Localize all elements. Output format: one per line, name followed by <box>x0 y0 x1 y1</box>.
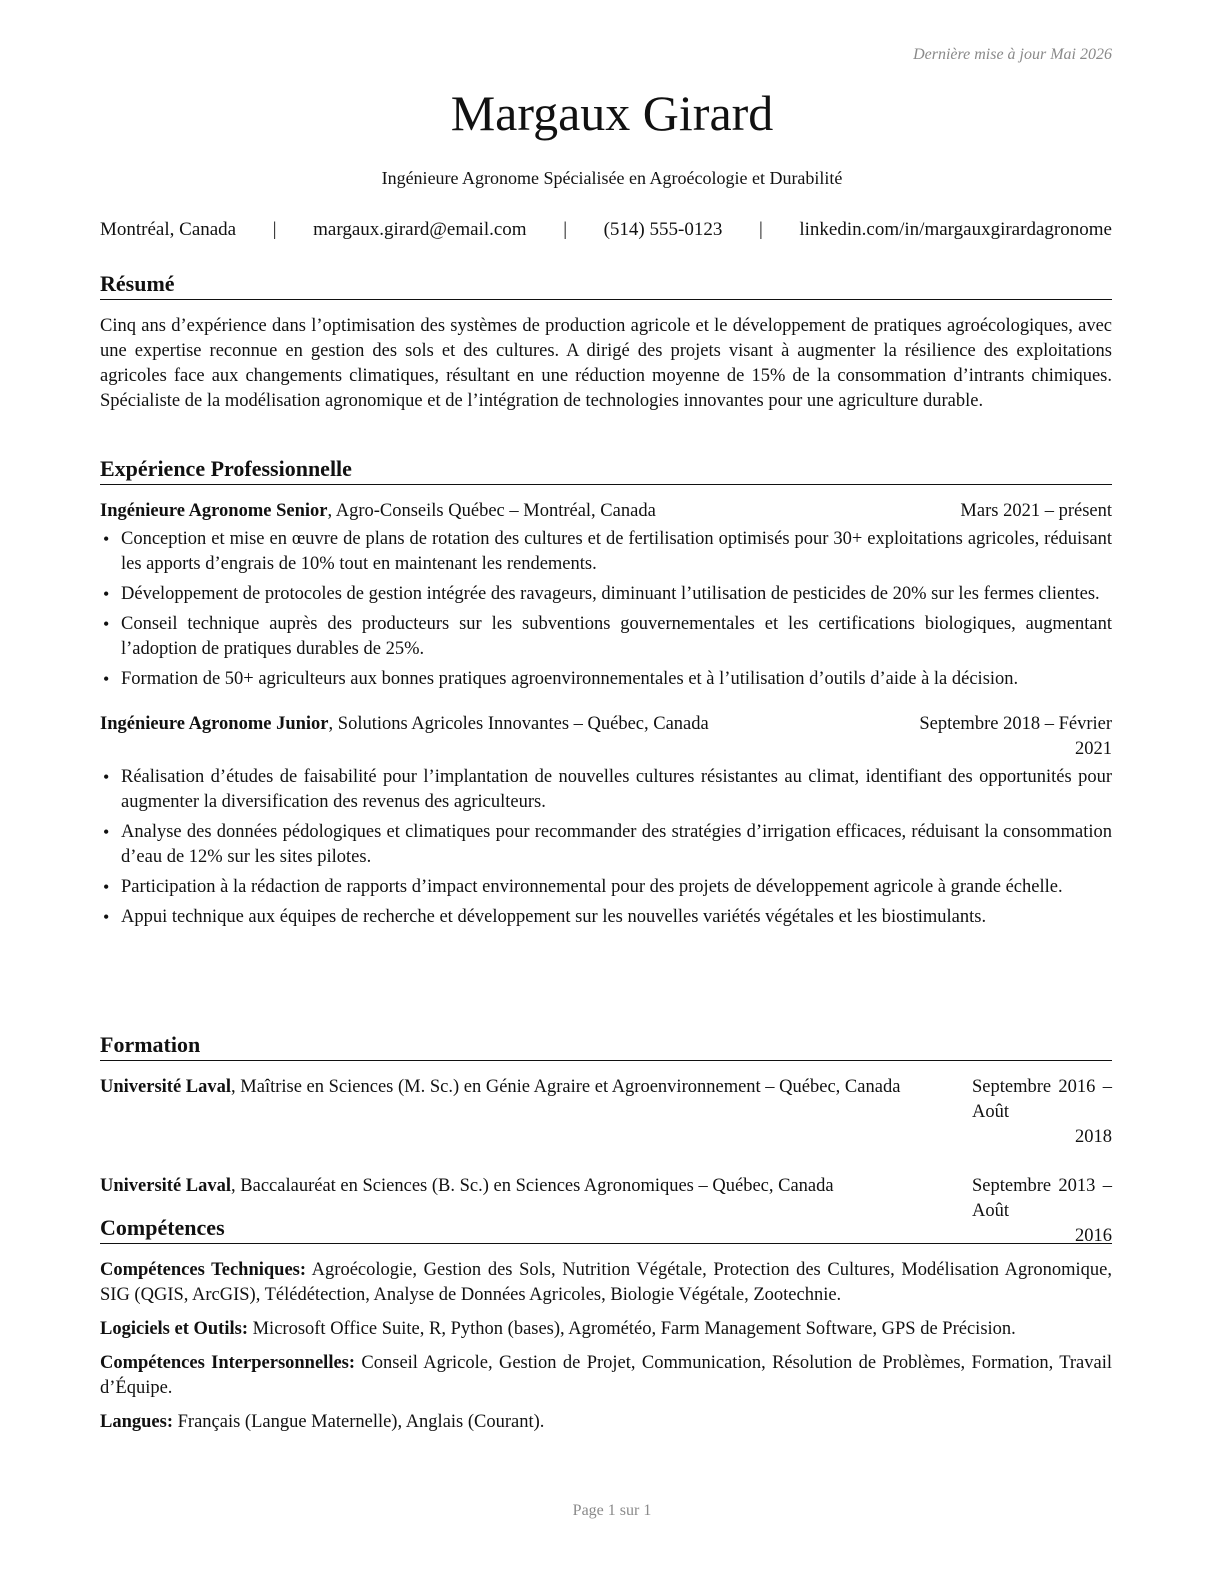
last-updated: Dernière mise à jour Mai 2026 <box>913 46 1112 63</box>
job-header <box>100 712 1112 762</box>
job-bullet: • Participation à la rédaction de rapports d’impact environnemental pour des projets de développement agricole à grande échelle. <box>100 875 1112 900</box>
skill-text: Conseil Agricole, Gestion de Projet, Communication, Résolution de Problèmes, Formation, Travail d’Équipe. <box>100 1353 1112 1398</box>
contact-line <box>100 219 1112 241</box>
skills-section <box>100 1214 1112 1444</box>
education-date-line: Septembre 2016 – Août <box>972 1077 1112 1122</box>
job-title <box>100 499 656 524</box>
contact-linkedin[interactable]: linkedin.com/in/margauxgirardagronome <box>799 219 1112 240</box>
contact-email[interactable]: margaux.girard@email.com <box>313 219 527 240</box>
skill-label: Compétences Techniques: <box>100 1260 307 1280</box>
job-role: Ingénieure Agronome Junior <box>100 714 329 734</box>
job-date: Mars 2021 – présent <box>960 501 1112 521</box>
job-entry <box>100 712 1112 930</box>
experience-section <box>100 455 1112 935</box>
summary-section <box>100 270 1112 414</box>
job-bullet: • Appui technique aux équipes de recherche et développement sur les nouvelles variétés végétales et les biostimulants. <box>100 905 1112 930</box>
job-bullet: • Formation de 50+ agriculteurs aux bonnes pratiques agroenvironnementales et à l’utilisation d’outils d’aide à la décision. <box>100 667 1112 692</box>
education-date-line: Septembre 2013 – Août <box>972 1176 1112 1221</box>
contact-separator: | <box>563 219 567 240</box>
job-bullets <box>100 527 1112 692</box>
education-date-line: 2016 <box>1075 1226 1112 1246</box>
education-program: , Baccalauréat en Sciences (B. Sc.) en Sciences Agronomiques – Québec, Canada <box>231 1176 834 1196</box>
contact-separator: | <box>758 219 763 240</box>
section-title-skills: Compétences <box>100 1214 1112 1244</box>
education-date-line: 2018 <box>1075 1127 1112 1147</box>
education-date <box>972 1075 1112 1150</box>
skill-text: Français (Langue Maternelle), Anglais (Courant). <box>173 1412 545 1432</box>
job-bullet: • Analyse des données pédologiques et climatiques pour recommander des stratégies d’irrigation efficaces, réduisant la consommation d’eau de 12% sur les sites pilotes. <box>100 820 1112 870</box>
job-title <box>100 712 709 737</box>
contact-separator: | <box>272 219 277 240</box>
skill-text: Agroécologie, Gestion des Sols, Nutrition Végétale, Protection des Cultures, Modélisation Agronomique, SIG (QGIS, ArcGIS), Télédétection, Analyse de Données Agricoles, Biologie Végétale, Zootechnie. <box>100 1260 1112 1305</box>
skill-text: Microsoft Office Suite, R, Python (bases), Agrométéo, Farm Management Software, GPS de Précision. <box>247 1319 1016 1339</box>
skill-item <box>100 1351 1112 1401</box>
skill-item <box>100 1258 1112 1308</box>
section-title-experience: Expérience Professionnelle <box>100 455 1112 485</box>
job-bullet: • Conception et mise en œuvre de plans de rotation des cultures et de fertilisation optimisés pour 30+ exploitations agricoles, réduisant les apports d’engrais de 10% tout en maintenant les rendements. <box>100 527 1112 577</box>
skill-label: Langues: <box>100 1412 173 1432</box>
summary-text: Cinq ans d’expérience dans l’optimisation des systèmes de production agricole et le développement de pratiques agroécologiques, avec une expertise reconnue en gestion des sols et des cultures. A dirigé des projets visant à augmenter la résilience des exploitations agricoles face aux changements climatiques, résultant en une réduction moyenne de 15% de la consommation d’intrants chimiques. Spécialiste de la modélisation agronomique et de l’intégration de technologies innovantes pour une agriculture durable. <box>100 316 1112 411</box>
skill-label: Logiciels et Outils: <box>100 1319 248 1339</box>
education-school: Université Laval <box>100 1176 232 1196</box>
job-date-line: 2021 <box>1075 739 1112 759</box>
job-bullet: • Conseil technique auprès des producteurs sur les subventions gouvernementales et les certifications biologiques, augmentant l’adoption de pratiques durables de 25%. <box>100 612 1112 662</box>
job-date-line: Septembre 2018 – Février <box>919 714 1112 734</box>
job-bullet: • Réalisation d’études de faisabilité pour l’implantation de nouvelles cultures résistantes au climat, identifiant des opportunités pour augmenter la diversification des revenus des agriculteurs. <box>100 765 1112 815</box>
skill-item <box>100 1410 1112 1435</box>
skill-label: Compétences Interpersonnelles: <box>100 1353 356 1373</box>
section-title-education: Formation <box>100 1031 1112 1061</box>
job-bullet: • Développement de protocoles de gestion intégrée des ravageurs, diminuant l’utilisation de pesticides de 20% sur les fermes clientes. <box>100 582 1112 607</box>
section-title-summary: Résumé <box>100 270 1112 300</box>
job-org: , Solutions Agricoles Innovantes – Québec, Canada <box>328 714 709 734</box>
candidate-name: Margaux Girard <box>450 85 774 141</box>
tagline: Ingénieure Agronome Spécialisée en Agroécologie et Durabilité <box>381 168 843 188</box>
education-degree <box>100 1075 972 1150</box>
job-entry <box>100 499 1112 692</box>
job-date <box>919 712 1112 762</box>
skills-list <box>100 1258 1112 1435</box>
job-header <box>100 499 1112 524</box>
education-entry <box>100 1075 1112 1150</box>
skill-item <box>100 1317 1112 1342</box>
job-bullets <box>100 765 1112 930</box>
education-program: , Maîtrise en Sciences (M. Sc.) en Génie Agraire et Agroenvironnement – Québec, Canada <box>231 1077 901 1097</box>
job-role: Ingénieure Agronome Senior <box>100 501 328 521</box>
job-org: , Agro-Conseils Québec – Montréal, Canada <box>327 501 656 521</box>
contact-phone[interactable]: (514) 555-0123 <box>603 219 723 240</box>
education-school: Université Laval <box>100 1077 232 1097</box>
page-number: Page 1 sur 1 <box>572 1502 652 1519</box>
contact-location: Montréal, Canada <box>100 219 237 240</box>
